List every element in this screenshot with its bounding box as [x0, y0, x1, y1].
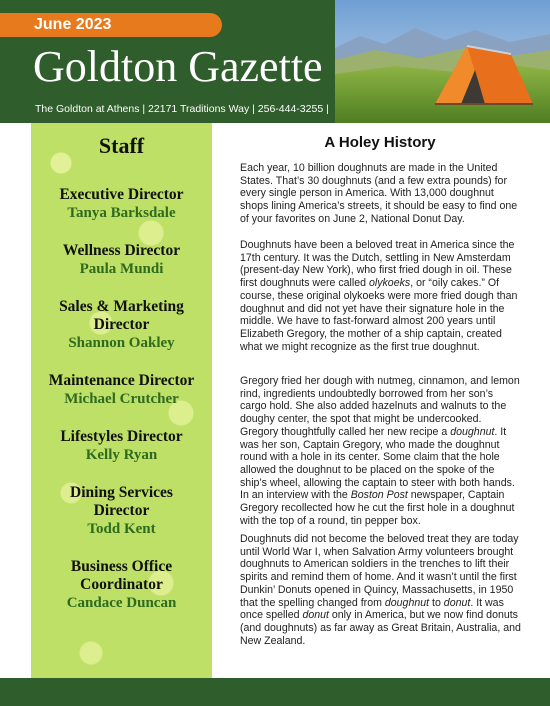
camping-tent-photo: [335, 0, 550, 123]
staff-role-dining-services-line2: Director: [93, 502, 150, 519]
article-paragraph-3: Gregory fried her dough with nutmeg, cinnamon, and lemon rind, ingredients undoubtedly borrowed from her son’s cargo hold. She also added hazelnuts and walnuts to the doughy center, the spot that might be undercooked. Gregory thoughtfully called her new recipe a doughnut. It was her son, Captain Gregory, who made the doughnut round with a hole in its center. Some claim that the hole allowed the doughnut to be placed on the spoke of the ship’s wheel, allowing the captain to steer with both hands. In an interview with the Boston Post newspaper, Captain Gregory recollected how he cut the first hole in a doughnut with the top of a round, tin pepper box.: [240, 375, 520, 527]
staff-name-sales-marketing: Shannon Oakley: [68, 335, 175, 351]
staff-role-sales-marketing-line2: Director: [93, 316, 150, 333]
staff-name-executive-director: Tanya Barksdale: [67, 205, 176, 221]
staff-name-maintenance-director: Michael Crutcher: [64, 391, 179, 407]
issue-date: June 2023: [34, 16, 112, 33]
staff-name-wellness-director: Paula Mundi: [79, 261, 164, 277]
staff-role-wellness-director: Wellness Director: [62, 242, 181, 259]
article-paragraph-2: Doughnuts have been a beloved treat in America since the 17th century. It was the Dutch, settling in New Amsterdam (present-day New York), who first fried dough in oil. These first doughnuts were called olykoeks, or “oily cakes.” Of course, these original olykoeks were more fried dough than doughnut and did not yet have their signature hole in the middle. We have to fast-forward almost 200 years until Elizabeth Gregory, the mother of a ship captain, created what we might recognize as the first true doughnut.: [240, 239, 518, 353]
staff-role-lifestyles-director: Lifestyles Director: [60, 428, 183, 445]
staff-role-executive-director: Executive Director: [59, 186, 184, 203]
staff-role-sales-marketing-line1: Sales & Marketing: [59, 298, 184, 315]
newsletter-header: [0, 0, 550, 123]
staff-role-business-office-line1: Business Office: [70, 558, 173, 575]
article-paragraph-4: Doughnuts did not become the beloved treat they are today until World War I, when Salvation Army volunteers brought doughnuts to American soldiers in the trenches to lift their spirits and remind them of home. And it wasn’t until the first Dunkin’ Donuts opened in Quincy, Massachusetts, in 1950 that the spelling changed from doughnut to donut. It was once spelled donut only in America, but we now find donuts (and doughnuts) as far away as Great Britain, Australia, and New Zealand.: [240, 533, 521, 647]
article-paragraph-1: Each year, 10 billion doughnuts are made in the United States. That’s 30 doughnuts (and a few extra pounds) for every single person in America. With 13,000 doughnut shops lining America’s streets, it should be easy to find one of your favorites on June 2, National Donut Day.: [240, 162, 518, 225]
masthead-title: Goldton Gazette: [33, 42, 323, 91]
staff-heading: Staff: [98, 133, 145, 158]
staff-role-business-office-line2: Coordinator: [80, 576, 163, 593]
staff-sidebar: [31, 123, 212, 678]
staff-name-business-office: Candace Duncan: [66, 595, 177, 611]
address-line: The Goldton at Athens | 22171 Traditions Way | 256-444-3255 |: [35, 103, 329, 115]
staff-name-lifestyles-director: Kelly Ryan: [85, 447, 158, 463]
staff-role-maintenance-director: Maintenance Director: [48, 372, 195, 389]
footer-bar: [0, 678, 550, 706]
staff-name-dining-services: Todd Kent: [87, 521, 156, 537]
staff-role-dining-services-line1: Dining Services: [70, 484, 173, 501]
article-title: A Holey History: [324, 134, 436, 151]
